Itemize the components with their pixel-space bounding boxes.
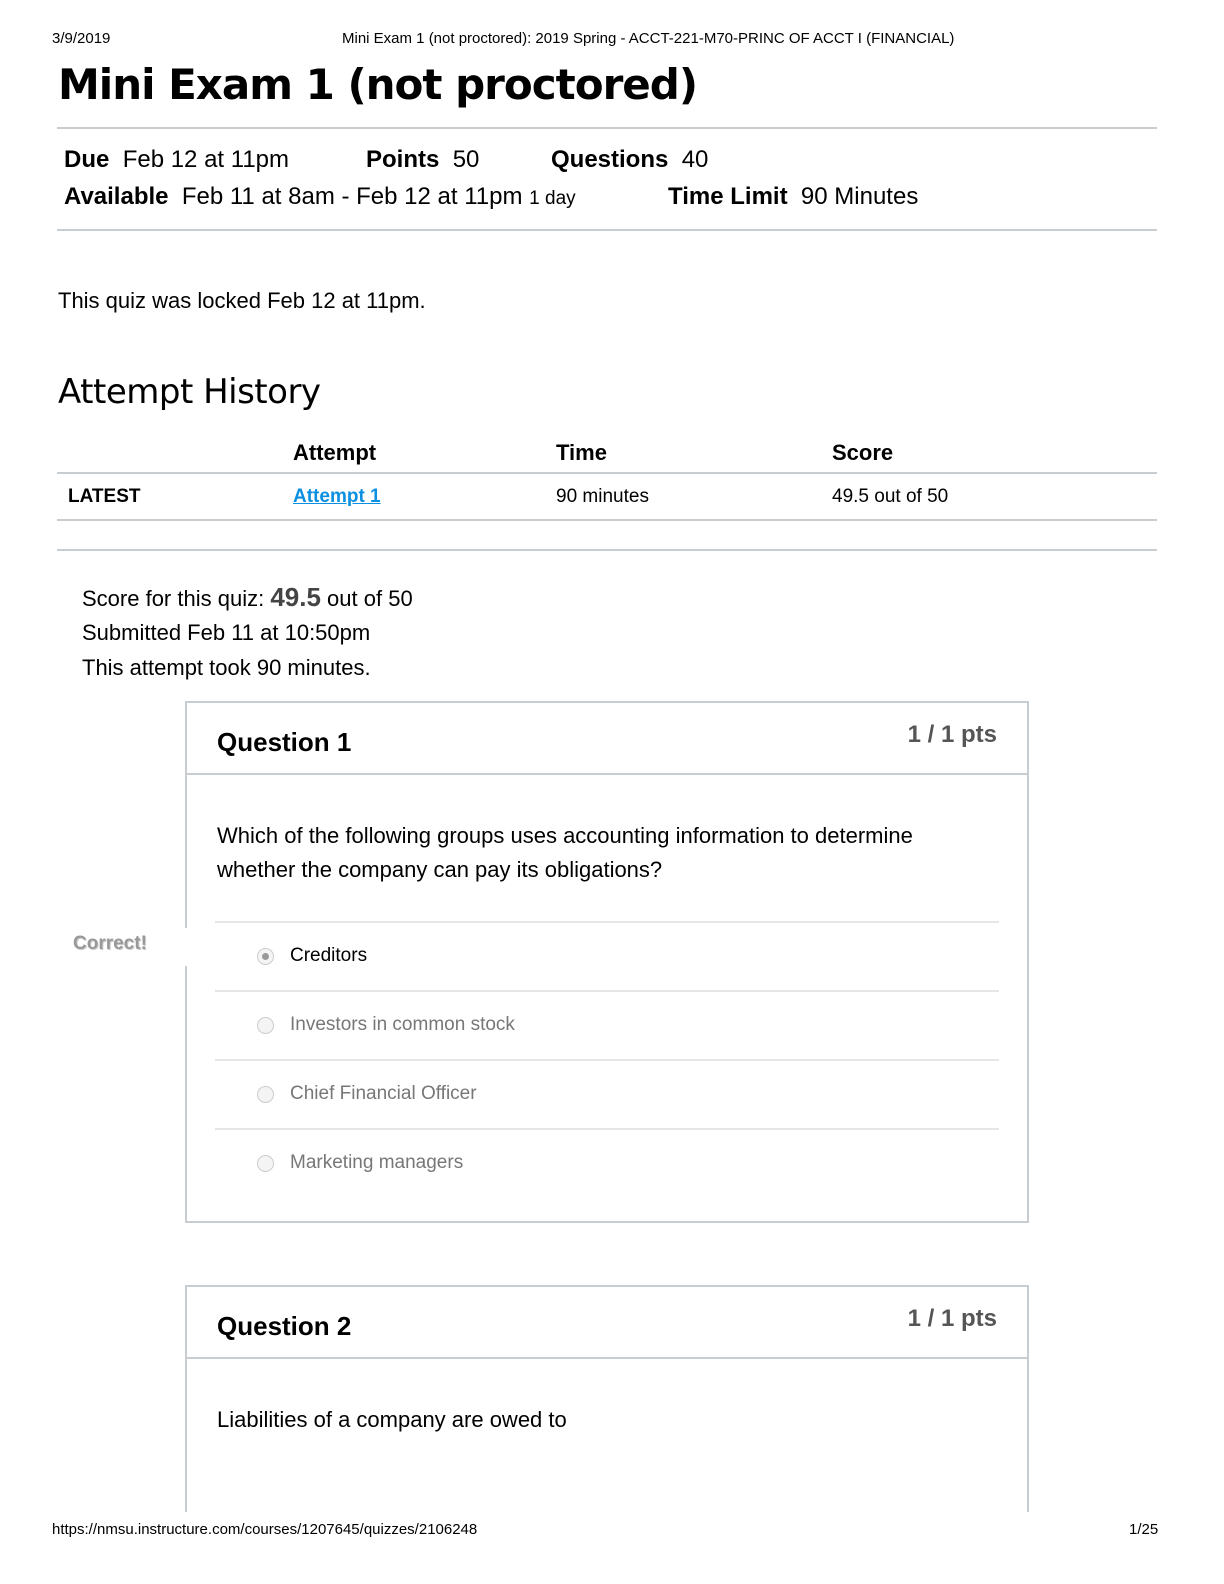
attempt-duration: This attempt took 90 minutes. xyxy=(82,655,371,680)
points: Points 50 xyxy=(366,146,480,173)
page-title: Mini Exam 1 (not proctored) xyxy=(58,60,698,109)
time-limit: Time Limit 90 Minutes xyxy=(668,183,919,210)
radio-selected-icon xyxy=(257,948,274,965)
table-divider xyxy=(57,519,1157,521)
due: Due Feb 12 at 11pm xyxy=(64,146,290,173)
question-text: Liabilities of a company are owed to xyxy=(217,1407,567,1432)
latest-tag: LATEST xyxy=(68,486,141,507)
answer-option: Creditors xyxy=(215,921,999,990)
question-points: 1 / 1 pts xyxy=(907,721,997,748)
quiz-score: Score for this quiz: 49.5 out of 50 xyxy=(82,582,413,612)
submitted-time: Submitted Feb 11 at 10:50pm xyxy=(82,620,371,645)
print-title: Mini Exam 1 (not proctored): 2019 Spring - ACCT-221-M70-PRINC OF ACCT I (FINANCIAL) xyxy=(342,30,955,47)
answer-option: Marketing managers xyxy=(215,1128,999,1197)
print-date: 3/9/2019 xyxy=(52,30,111,47)
question-title: Question 2 xyxy=(217,1311,352,1341)
locked-message: This quiz was locked Feb 12 at 11pm. xyxy=(58,288,426,313)
question-text: Which of the following groups uses accounting information to determine whether the company can pay its obligations? xyxy=(217,823,913,882)
question-title: Question 1 xyxy=(217,727,352,757)
answer-option: Chief Financial Officer xyxy=(215,1059,999,1128)
divider xyxy=(57,229,1157,231)
divider xyxy=(57,549,1157,551)
attempt-score: 49.5 out of 50 xyxy=(832,486,949,507)
attempt-time: 90 minutes xyxy=(556,486,649,507)
divider xyxy=(57,127,1157,129)
col-time: Time xyxy=(556,440,607,465)
col-score: Score xyxy=(832,440,894,465)
attempt-link[interactable]: Attempt 1 xyxy=(293,486,381,507)
table-divider xyxy=(57,472,1157,474)
radio-icon xyxy=(257,1086,274,1103)
available: Available Feb 11 at 8am - Feb 12 at 11pm 1 day xyxy=(64,183,576,210)
questions-count: Questions 40 xyxy=(551,146,709,173)
correct-label: Correct! xyxy=(73,933,155,955)
question-1 xyxy=(185,701,1029,1223)
question-2 xyxy=(185,1285,1029,1525)
attempt-history-heading: Attempt History xyxy=(58,372,321,412)
col-attempt: Attempt xyxy=(293,440,377,465)
radio-icon xyxy=(257,1017,274,1034)
question-points: 1 / 1 pts xyxy=(907,1305,997,1332)
print-url: https://nmsu.instructure.com/courses/1207645/quizzes/2106248 xyxy=(52,1521,478,1538)
page-number: 1/25 xyxy=(1129,1521,1159,1538)
answer-option: Investors in common stock xyxy=(215,990,999,1059)
border-gap xyxy=(183,928,189,966)
radio-icon xyxy=(257,1155,274,1172)
